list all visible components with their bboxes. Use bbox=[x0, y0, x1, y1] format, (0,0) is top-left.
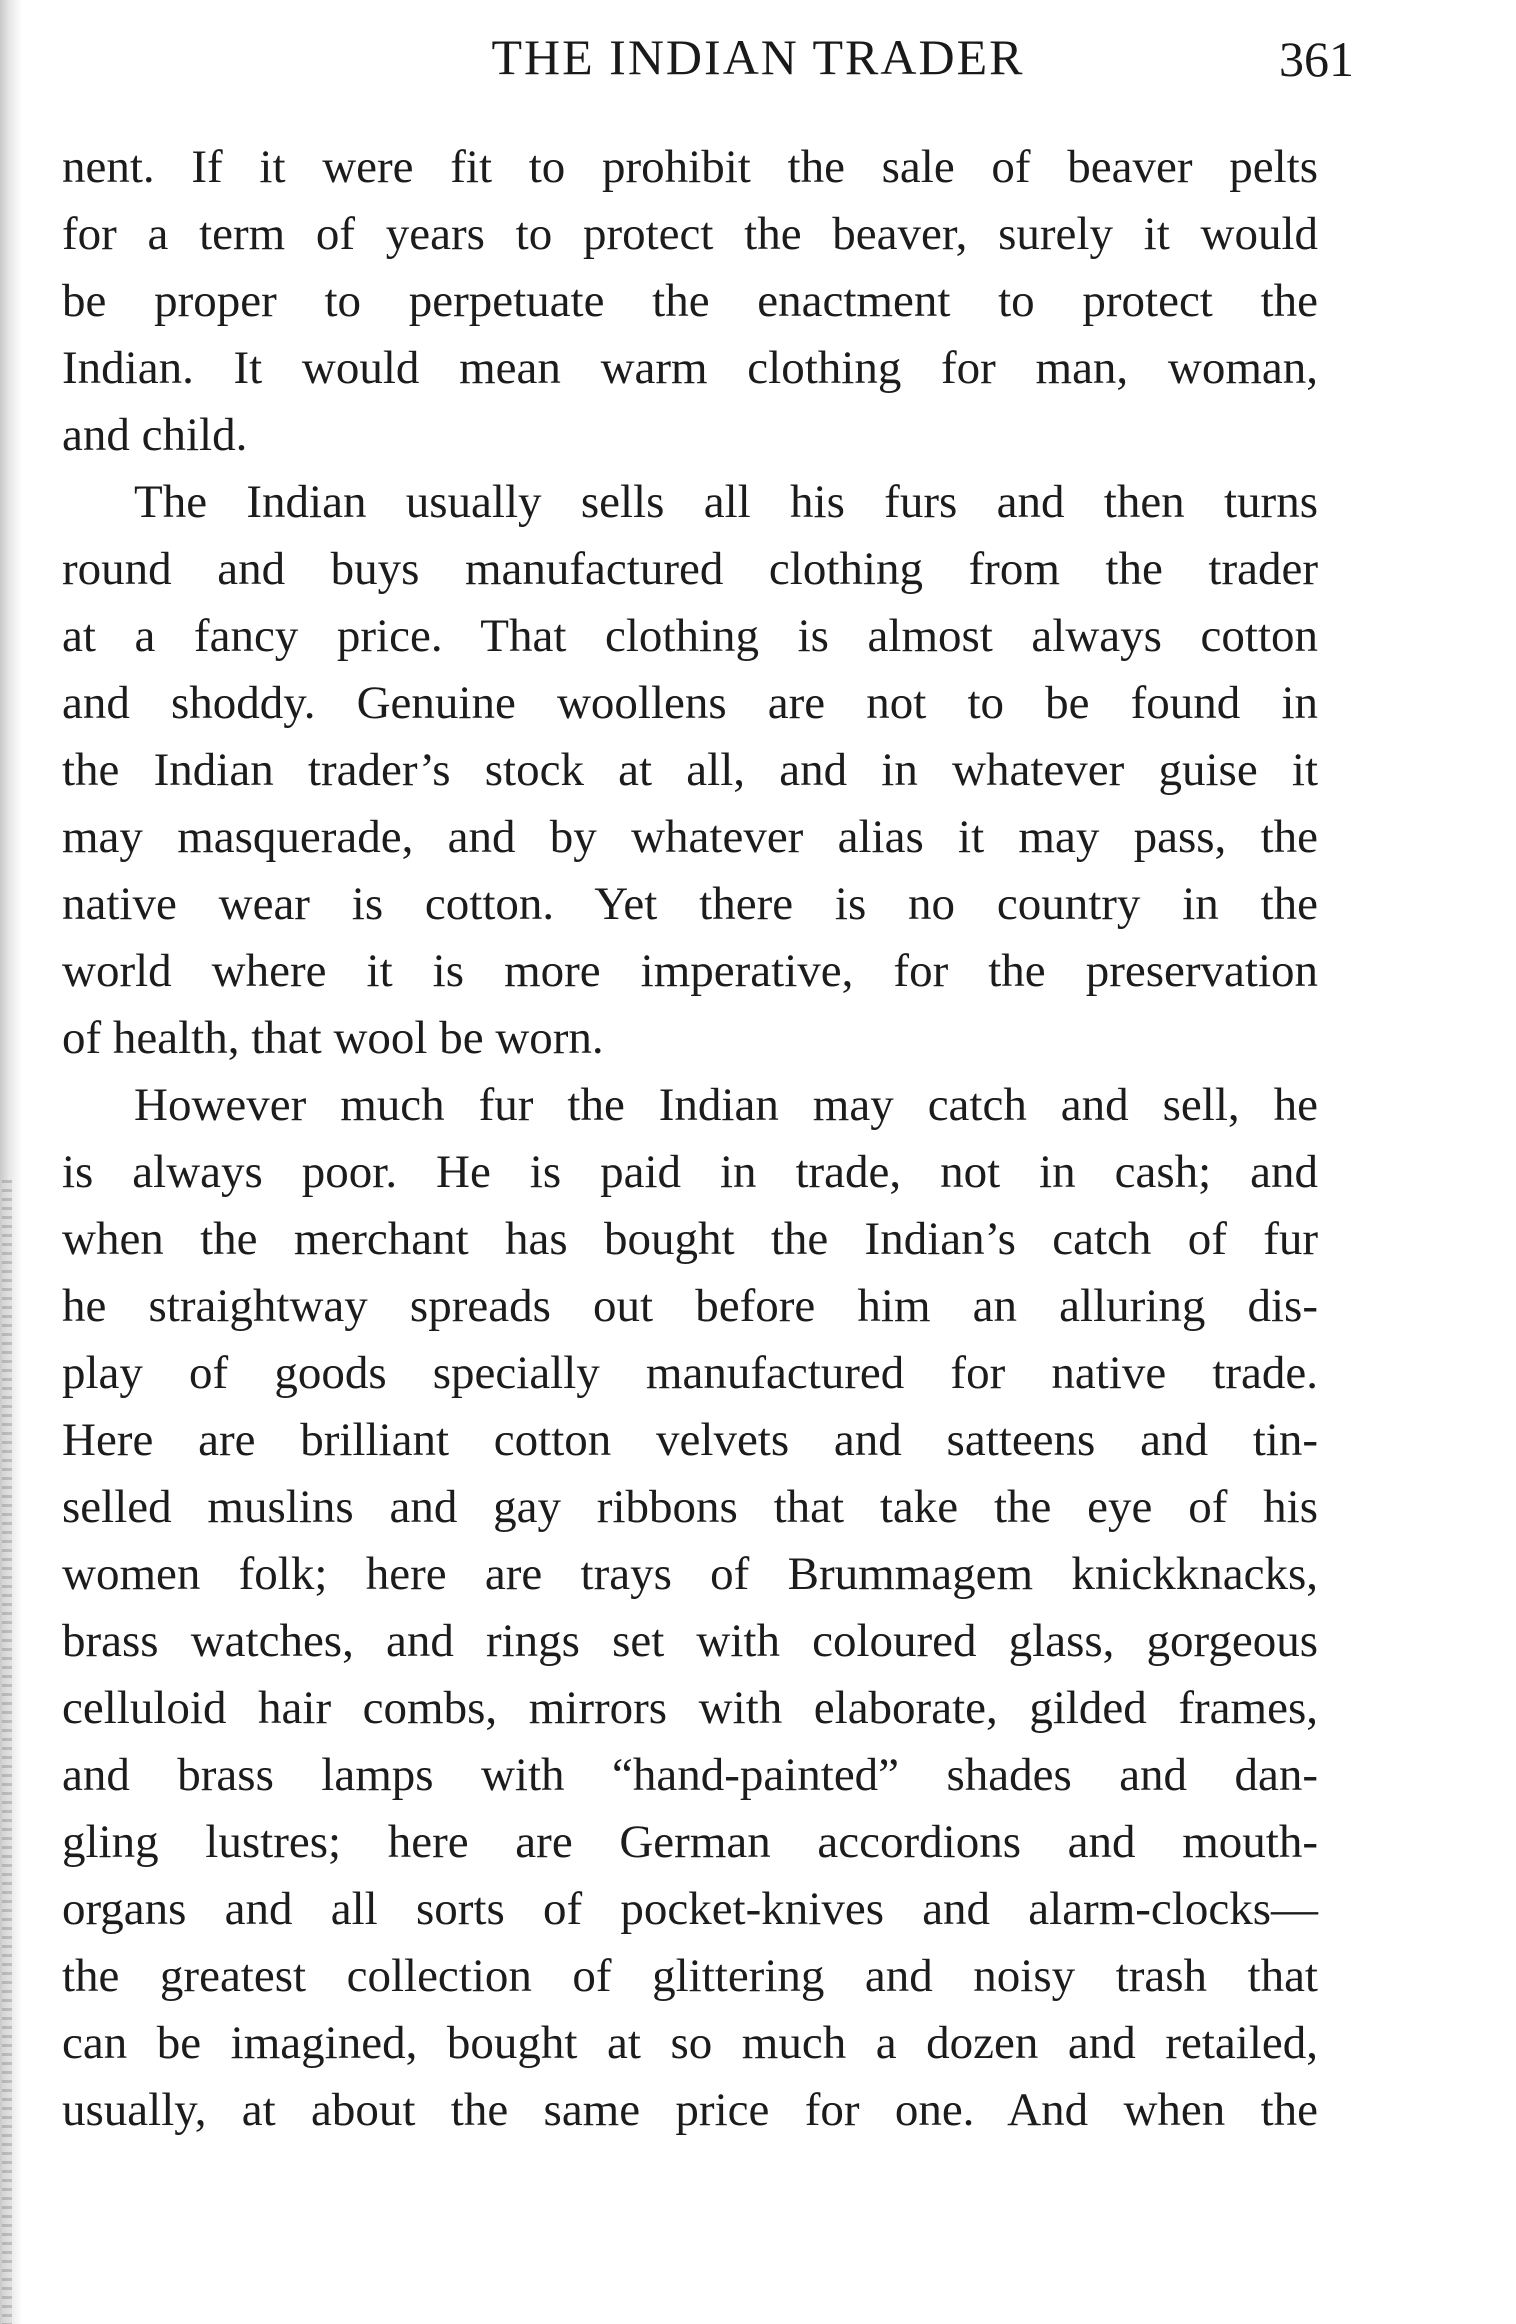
paragraph-end-line: of health, that wool be worn. bbox=[62, 1012, 604, 1064]
text-line: at a fancy price. That clothing is almost always cotton bbox=[62, 610, 1318, 662]
running-head bbox=[0, 28, 1516, 98]
text-line: is always poor. He is paid in trade, not in cash; and bbox=[62, 1146, 1318, 1198]
page-number: 361 bbox=[1279, 31, 1354, 87]
text-line: he straightway spreads out before him an alluring dis- bbox=[62, 1280, 1318, 1332]
running-title: THE INDIAN TRADER bbox=[491, 29, 1025, 85]
text-line: the Indian trader’s stock at all, and in whatever guise it bbox=[62, 744, 1318, 796]
text-line: when the merchant has bought the Indian’s catch of fur bbox=[62, 1213, 1318, 1265]
text-line: organs and all sorts of pocket-knives and alarm-clocks— bbox=[62, 1883, 1318, 1935]
text-line: play of goods specially manufactured for native trade. bbox=[62, 1347, 1318, 1399]
text-line: world where it is more imperative, for the preservation bbox=[62, 945, 1318, 997]
text-line: gling lustres; here are German accordions and mouth- bbox=[62, 1816, 1318, 1868]
text-line: be proper to perpetuate the enactment to protect the bbox=[62, 275, 1318, 327]
text-line: may masquerade, and by whatever alias it may pass, the bbox=[62, 811, 1318, 863]
text-line: and shoddy. Genuine woollens are not to be found in bbox=[62, 677, 1318, 729]
text-line: celluloid hair combs, mirrors with elaborate, gilded frames, bbox=[62, 1682, 1318, 1734]
text-line: nent. If it were fit to prohibit the sale of beaver pelts bbox=[62, 141, 1318, 193]
text-line: Here are brilliant cotton velvets and satteens and tin- bbox=[62, 1414, 1318, 1466]
text-line: round and buys manufactured clothing from the trader bbox=[62, 543, 1318, 595]
text-line: Indian. It would mean warm clothing for man, woman, bbox=[62, 342, 1318, 394]
paragraph-start-line: However much fur the Indian may catch and sell, he bbox=[134, 1079, 1318, 1131]
text-line: the greatest collection of glittering and noisy trash that bbox=[62, 1950, 1318, 2002]
body-text bbox=[62, 134, 1318, 2144]
text-line: women folk; here are trays of Brummagem knickknacks, bbox=[62, 1548, 1318, 1600]
binding-edge-speckle bbox=[2, 1180, 12, 2324]
paragraph-start-line: The Indian usually sells all his furs and then turns bbox=[134, 476, 1318, 528]
text-line: can be imagined, bought at so much a dozen and retailed, bbox=[62, 2017, 1318, 2069]
text-line: native wear is cotton. Yet there is no country in the bbox=[62, 878, 1318, 930]
text-line: selled muslins and gay ribbons that take the eye of his bbox=[62, 1481, 1318, 1533]
text-line: and brass lamps with “hand-painted” shades and dan- bbox=[62, 1749, 1318, 1801]
text-line: for a term of years to protect the beaver, surely it would bbox=[62, 208, 1318, 260]
text-line: usually, at about the same price for one. And when the bbox=[62, 2084, 1318, 2136]
text-line: brass watches, and rings set with coloured glass, gorgeous bbox=[62, 1615, 1318, 1667]
paragraph-end-line: and child. bbox=[62, 409, 248, 461]
